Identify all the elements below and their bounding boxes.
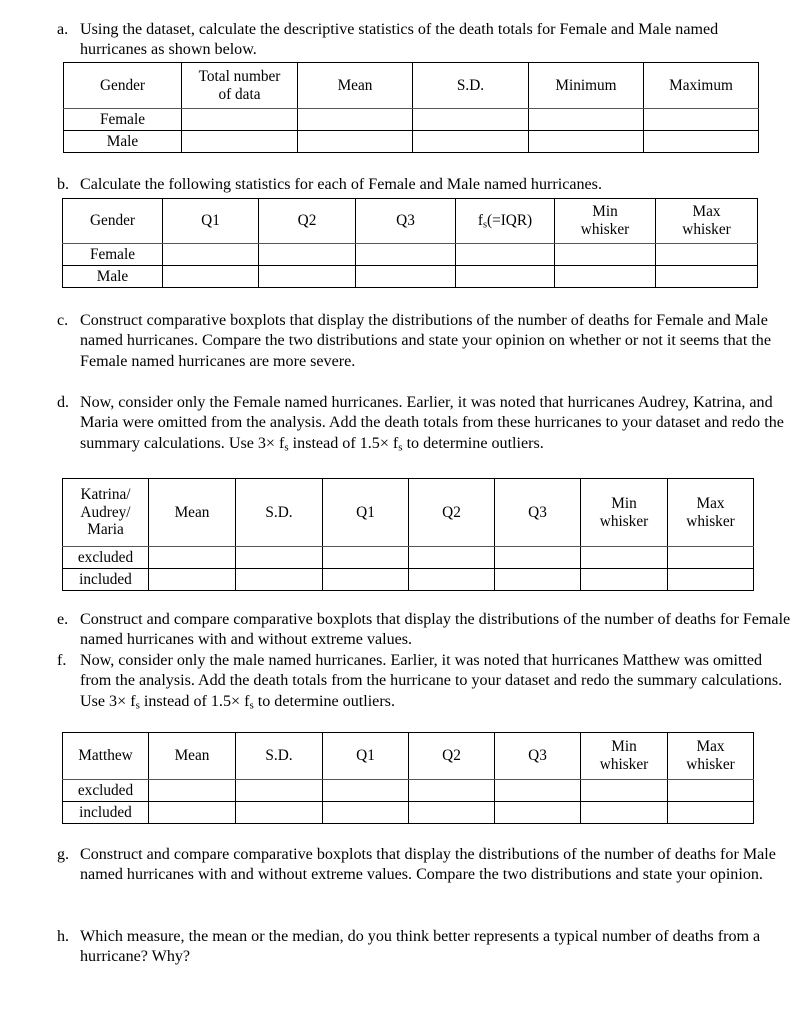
table-d-col-corner bbox=[63, 479, 149, 547]
table-f-col-q2: Q2 bbox=[409, 733, 495, 780]
table-f-col-sd: S.D. bbox=[236, 733, 323, 780]
table-d-cell[interactable] bbox=[581, 547, 668, 569]
table-a-row-label-female: Female bbox=[64, 109, 182, 131]
table-b-cell[interactable] bbox=[555, 266, 656, 288]
table-d-cell[interactable] bbox=[323, 547, 409, 569]
table-a-col-mean: Mean bbox=[298, 63, 413, 109]
table-f-col-corner: Matthew bbox=[63, 733, 149, 780]
table-b-col-max-whisker-line2: whisker bbox=[682, 221, 731, 238]
table-f-cell[interactable] bbox=[668, 780, 754, 802]
table-d-cell[interactable] bbox=[495, 547, 581, 569]
table-d-cell[interactable] bbox=[149, 569, 236, 591]
question-f-text bbox=[80, 651, 785, 712]
table-f-cell[interactable] bbox=[668, 802, 754, 824]
question-d-text bbox=[80, 393, 785, 454]
question-d-subscript-2: s bbox=[398, 441, 403, 454]
table-d-col-corner-line3: Maria bbox=[87, 521, 124, 539]
table-male-extremes[interactable] bbox=[62, 732, 754, 824]
table-quartile-statistics[interactable] bbox=[62, 198, 758, 288]
table-f-cell[interactable] bbox=[323, 780, 409, 802]
question-f-text-part3: to determine outliers. bbox=[253, 692, 395, 710]
table-b-col-min-whisker-line1: Min bbox=[592, 203, 618, 221]
question-e-text: Construct and compare comparative boxplots that display the distributions of the number of deaths for Female named hurricanes with and without extreme values. bbox=[80, 611, 791, 649]
question-h-text: Which measure, the mean or the median, do you think better represents a typical number of deaths from a hurricane? Why? bbox=[80, 928, 761, 966]
table-f-cell[interactable] bbox=[149, 802, 236, 824]
table-d-row-label-included: included bbox=[63, 569, 149, 591]
table-a-col-minimum: Minimum bbox=[529, 63, 644, 109]
table-b-col-fs-iqr bbox=[456, 199, 555, 244]
table-b-col-max-whisker-line1: Max bbox=[692, 203, 721, 221]
table-d-cell[interactable] bbox=[668, 569, 754, 591]
question-f-subscript-2: s bbox=[249, 699, 254, 712]
question-d-text-part1: Now, consider only the Female named hurricanes. Earlier, it was noted that hurricanes Audrey, Katrina, and Maria were omitted from the analysis. Add the death totals from these hurricanes to your dataset and redo the summary calculations. Use 3× f bbox=[80, 394, 784, 452]
question-b bbox=[0, 175, 799, 195]
question-c bbox=[0, 311, 780, 372]
table-b-cell[interactable] bbox=[656, 266, 758, 288]
table-female-extremes[interactable] bbox=[62, 478, 754, 591]
table-f-header-row bbox=[63, 733, 754, 780]
table-row bbox=[63, 780, 754, 802]
table-a-cell[interactable] bbox=[529, 109, 644, 131]
table-d-cell[interactable] bbox=[236, 569, 323, 591]
table-a-col-total-number-line2: of data bbox=[218, 85, 261, 103]
table-f-cell[interactable] bbox=[409, 802, 495, 824]
fs-rest: (=IQR) bbox=[486, 212, 533, 230]
table-row bbox=[63, 547, 754, 569]
table-f-col-max-whisker bbox=[668, 733, 754, 780]
fs-subscript: s bbox=[482, 219, 487, 231]
question-e bbox=[0, 610, 799, 651]
question-g bbox=[0, 845, 799, 886]
table-d-col-corner-line2: Audrey/ bbox=[80, 503, 131, 521]
table-row bbox=[63, 569, 754, 591]
table-b-cell[interactable] bbox=[456, 244, 555, 266]
table-f-cell[interactable] bbox=[581, 802, 668, 824]
table-row bbox=[63, 266, 758, 288]
question-d bbox=[0, 393, 785, 454]
table-f-col-mean: Mean bbox=[149, 733, 236, 780]
table-a-cell[interactable] bbox=[644, 131, 759, 153]
table-b-cell[interactable] bbox=[163, 244, 259, 266]
table-a-cell[interactable] bbox=[529, 131, 644, 153]
question-h bbox=[0, 927, 799, 968]
table-b-cell[interactable] bbox=[163, 266, 259, 288]
table-row bbox=[63, 244, 758, 266]
table-f-row-label-included: included bbox=[63, 802, 149, 824]
table-row bbox=[64, 109, 759, 131]
question-a bbox=[0, 20, 780, 61]
table-b-cell[interactable] bbox=[356, 244, 456, 266]
table-a-header-row bbox=[64, 63, 759, 109]
table-f-col-min-whisker-line2: whisker bbox=[599, 756, 649, 773]
table-row bbox=[64, 131, 759, 153]
table-f-col-max-whisker-line2: whisker bbox=[686, 756, 735, 773]
table-b-col-min-whisker bbox=[555, 199, 656, 244]
table-d-col-q1: Q1 bbox=[323, 479, 409, 547]
question-f-subscript-1: s bbox=[135, 699, 140, 712]
question-a-marker: a. bbox=[57, 21, 69, 38]
table-b-col-q1: Q1 bbox=[163, 199, 259, 244]
table-d-cell[interactable] bbox=[236, 547, 323, 569]
table-d-col-q2: Q2 bbox=[409, 479, 495, 547]
table-a-row-label-male: Male bbox=[64, 131, 182, 153]
table-a-col-sd: S.D. bbox=[413, 63, 529, 109]
question-f-text-part1: Now, consider only the male named hurricanes. Earlier, it was noted that hurricanes Matthew was omitted from the analysis. Add the death totals from the hurricane to your dataset and redo the summary calculations. Use 3× f bbox=[80, 652, 783, 710]
table-f-cell[interactable] bbox=[495, 780, 581, 802]
table-a-cell[interactable] bbox=[182, 109, 298, 131]
table-d-cell[interactable] bbox=[409, 547, 495, 569]
table-b-col-min-whisker-line2: whisker bbox=[580, 221, 630, 238]
table-d-cell[interactable] bbox=[323, 569, 409, 591]
fs-base: f bbox=[477, 212, 483, 230]
table-f-col-q1: Q1 bbox=[323, 733, 409, 780]
table-b-cell[interactable] bbox=[555, 244, 656, 266]
table-d-cell[interactable] bbox=[581, 569, 668, 591]
table-b-cell[interactable] bbox=[259, 244, 356, 266]
table-d-col-max-whisker-line2: whisker bbox=[686, 512, 735, 530]
table-b-row-label-male: Male bbox=[63, 266, 163, 288]
question-d-subscript-1: s bbox=[284, 441, 289, 454]
table-d-col-max-whisker bbox=[668, 479, 754, 547]
table-f-cell[interactable] bbox=[323, 802, 409, 824]
table-a-col-maximum: Maximum bbox=[644, 63, 759, 109]
table-d-header-row bbox=[63, 479, 754, 547]
question-b-text: Calculate the following statistics for each of Female and Male named hurricanes. bbox=[80, 176, 602, 193]
table-f-cell[interactable] bbox=[581, 780, 668, 802]
table-f-col-q3: Q3 bbox=[495, 733, 581, 780]
table-b-col-q3: Q3 bbox=[356, 199, 456, 244]
table-f-col-min-whisker-line1: Min bbox=[611, 738, 637, 756]
table-b-col-max-whisker bbox=[656, 199, 758, 244]
table-a-cell[interactable] bbox=[413, 131, 529, 153]
table-a-cell[interactable] bbox=[413, 109, 529, 131]
question-b-marker: b. bbox=[57, 176, 70, 193]
question-f-marker: f. bbox=[57, 652, 67, 669]
table-b-cell[interactable] bbox=[356, 266, 456, 288]
table-d-row-label-excluded: excluded bbox=[63, 547, 149, 569]
question-d-marker: d. bbox=[57, 394, 70, 411]
question-g-marker: g. bbox=[57, 846, 70, 863]
table-a-col-total-number bbox=[182, 63, 298, 109]
table-b-cell[interactable] bbox=[259, 266, 356, 288]
table-f-cell[interactable] bbox=[495, 802, 581, 824]
question-a-text: Using the dataset, calculate the descriptive statistics of the death totals for Female and Male named hurricanes as shown below. bbox=[80, 21, 719, 59]
question-c-text: Construct comparative boxplots that display the distributions of the number of deaths for Female and Male named hurricanes. Compare the two distributions and state your opinion on whether or not it seems that the Female named hurricanes are more severe. bbox=[80, 312, 771, 370]
table-d-col-sd: S.D. bbox=[236, 479, 323, 547]
table-f-cell[interactable] bbox=[236, 802, 323, 824]
question-f bbox=[0, 651, 785, 712]
table-f-row-label-excluded: excluded bbox=[63, 780, 149, 802]
table-d-cell[interactable] bbox=[668, 547, 754, 569]
question-d-text-part3: to determine outliers. bbox=[402, 434, 544, 452]
table-f-cell[interactable] bbox=[149, 780, 236, 802]
table-a-cell[interactable] bbox=[182, 131, 298, 153]
table-b-header-row bbox=[63, 199, 758, 244]
table-f-cell[interactable] bbox=[409, 780, 495, 802]
question-c-marker: c. bbox=[57, 312, 69, 329]
table-d-col-min-whisker-line1: Min bbox=[611, 494, 637, 512]
table-a-cell[interactable] bbox=[298, 109, 413, 131]
table-row bbox=[63, 802, 754, 824]
question-d-text-part2: instead of 1.5× f bbox=[288, 434, 399, 452]
question-h-marker: h. bbox=[57, 928, 70, 945]
table-f-col-max-whisker-line1: Max bbox=[696, 738, 725, 756]
table-d-cell[interactable] bbox=[495, 569, 581, 591]
table-d-col-max-whisker-line1: Max bbox=[696, 494, 725, 512]
question-f-text-part2: instead of 1.5× f bbox=[139, 692, 250, 710]
table-f-col-min-whisker bbox=[581, 733, 668, 780]
table-f-cell[interactable] bbox=[236, 780, 323, 802]
table-d-col-corner-line1: Katrina/ bbox=[80, 486, 131, 504]
table-d-cell[interactable] bbox=[409, 569, 495, 591]
question-e-marker: e. bbox=[57, 611, 69, 628]
table-d-cell[interactable] bbox=[149, 547, 236, 569]
table-a-cell[interactable] bbox=[298, 131, 413, 153]
table-b-cell[interactable] bbox=[456, 266, 555, 288]
question-g-text: Construct and compare comparative boxplots that display the distributions of the number of deaths for Male named hurricanes with and without extreme values. Compare the two distributions and state your opinion. bbox=[80, 846, 776, 884]
table-a-col-total-number-line1: Total number bbox=[198, 67, 281, 85]
table-a-cell[interactable] bbox=[644, 109, 759, 131]
table-d-col-mean: Mean bbox=[149, 479, 236, 547]
table-d-col-min-whisker bbox=[581, 479, 668, 547]
table-b-cell[interactable] bbox=[656, 244, 758, 266]
table-d-col-min-whisker-line2: whisker bbox=[599, 512, 649, 530]
table-d-col-q3: Q3 bbox=[495, 479, 581, 547]
table-b-col-gender: Gender bbox=[63, 199, 163, 244]
table-b-row-label-female: Female bbox=[63, 244, 163, 266]
table-b-col-q2: Q2 bbox=[259, 199, 356, 244]
table-a-col-gender: Gender bbox=[64, 63, 182, 109]
table-descriptive-statistics[interactable] bbox=[63, 62, 759, 153]
